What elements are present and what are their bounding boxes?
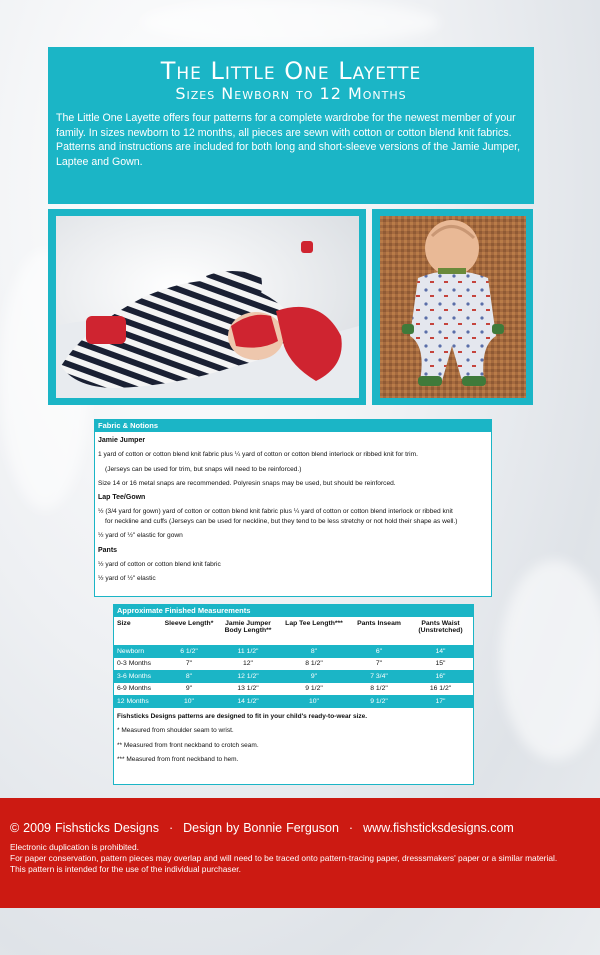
usage-notice: This pattern is intended for the use of the individual purchaser. <box>10 864 241 874</box>
table-header-row <box>114 617 473 645</box>
jumper-line-2: (Jerseys can be used for trim, but snaps will need to be reinforced.) <box>105 465 302 473</box>
table-cell: 12" <box>243 660 253 668</box>
laptee-line-1: ½ (3/4 yard for gown) yard of cotton or cotton blend knit fabric plus ¼ yard of cotton or cotton blend interlock or ribbed knit <box>98 508 453 516</box>
table-cell: 8 1/2" <box>305 660 323 668</box>
table-row <box>114 695 473 708</box>
column-header: Jamie Jumper Body Length** <box>224 620 272 634</box>
table-cell: 16" <box>408 670 473 683</box>
jumper-photo <box>380 216 526 398</box>
intro-text: The Little One Layette offers four patterns for a complete wardrobe for the newest member of your family. In sizes newborn to 12 months, all pieces are sewn with cotton or cotton blend knit fabrics. Patterns and instructions are included for both long and short-sleeve versions of the Jamie Jumper, Laptee and Gown. <box>56 112 521 168</box>
table-cell: 8" <box>160 670 218 683</box>
table-cell: Newborn <box>114 645 160 658</box>
table-cell: 6 1/2" <box>160 645 218 658</box>
laptee-title: Lap Tee/Gown <box>98 494 146 502</box>
table-cell: 14" <box>408 645 473 658</box>
table-row <box>114 683 473 696</box>
table-cell: 8" <box>278 645 350 658</box>
pants-title: Pants <box>98 546 118 554</box>
pants-line-1: ½ yard of cotton or cotton blend knit fabric <box>98 561 221 569</box>
measurements-heading: Approximate Finished Measurements <box>114 605 473 617</box>
table-row <box>114 658 473 671</box>
website-link[interactable]: www.fishsticksdesigns.com <box>363 821 514 835</box>
table-cell: 15" <box>435 660 446 668</box>
header-panel <box>48 47 534 204</box>
table-cell: 17" <box>408 695 473 708</box>
page-title: The Little One Layette <box>160 57 422 85</box>
measurement-notes <box>114 708 473 770</box>
table-cell: 7 3/4" <box>350 670 408 683</box>
copyright-text: © 2009 Fishsticks Designs <box>10 821 159 835</box>
gown-photo <box>56 216 359 398</box>
separator: · <box>168 821 174 835</box>
column-header: Pants Inseam <box>357 620 401 627</box>
background-fold <box>500 560 600 760</box>
table-cell: 10" <box>160 695 218 708</box>
separator: · <box>348 821 354 835</box>
fit-note: Fishsticks Designs patterns are designed to fit in your child's ready-to-wear size. <box>117 712 368 720</box>
table-cell: 7" <box>185 660 193 668</box>
table-cell: 6" <box>350 645 408 658</box>
table-cell: 7" <box>375 660 383 668</box>
page-subtitle: Sizes Newborn to 12 Months <box>175 84 407 103</box>
table-row <box>114 670 473 683</box>
table-cell: 9 1/2" <box>350 695 408 708</box>
jumper-title: Jamie Jumper <box>98 437 146 444</box>
background-fold <box>140 0 440 45</box>
table-cell: 12 1/2" <box>218 670 278 683</box>
footer-credits <box>10 820 590 836</box>
fabric-notions-body <box>95 432 491 589</box>
designer-credit: Design by Bonnie Ferguson <box>183 821 339 835</box>
table-cell: 11 1/2" <box>218 645 278 658</box>
table-cell: 6-9 Months <box>117 685 152 693</box>
column-header: Size <box>117 620 131 627</box>
table-cell: 0-3 Months <box>117 660 152 668</box>
table-cell: 3-6 Months <box>114 670 160 683</box>
laptee-line-3: ½ yard of ½" elastic for gown <box>98 532 183 540</box>
footnote-laptee: *** Measured from front neckband to hem. <box>117 756 239 763</box>
column-header: Lap Tee Length*** <box>285 620 343 627</box>
footnote-sleeve: * Measured from shoulder seam to wrist. <box>117 727 234 734</box>
column-header: Pants Waist (Unstretched) <box>418 620 463 634</box>
jumper-line-3: Size 14 or 16 metal snaps are recommended. Polyresin snaps may be used, but should be reinforced. <box>98 479 396 487</box>
fabric-notions-heading: Fabric & Notions <box>95 420 491 432</box>
table-row <box>114 645 473 658</box>
footer-banner <box>0 798 600 908</box>
table-cell: 14 1/2" <box>218 695 278 708</box>
pants-line-2: ½ yard of ½" elastic <box>98 575 156 583</box>
fabric-notions-box <box>94 419 492 597</box>
laptee-line-2: for neckline and cuffs (Jerseys can be used for neckline, but they tend to be less stretchy or not hold their shape as well.) <box>105 518 458 526</box>
table-cell: 10" <box>278 695 350 708</box>
table-cell: 9" <box>185 685 193 693</box>
measurements-table <box>114 617 473 708</box>
table-cell: 9" <box>278 670 350 683</box>
table-cell: 12 Months <box>114 695 160 708</box>
table-cell: 9 1/2" <box>305 685 323 693</box>
measurements-box <box>113 604 474 785</box>
table-cell: 8 1/2" <box>370 685 388 693</box>
footnote-body: ** Measured from front neckband to crotch seam. <box>117 741 259 749</box>
duplication-notice: Electronic duplication is prohibited. <box>10 842 139 852</box>
paper-notice: For paper conservation, pattern pieces may overlap and will need to be traced onto pattern-tracing paper, dresssmakers' paper or a similar material. <box>10 853 558 863</box>
column-header: Sleeve Length* <box>164 620 214 627</box>
table-cell: 13 1/2" <box>237 685 259 693</box>
table-cell: 16 1/2" <box>429 685 452 693</box>
jumper-line-1: 1 yard of cotton or cotton blend knit fabric plus ¼ yard of cotton or cotton blend interlock or ribbed knit for trim. <box>98 451 418 459</box>
